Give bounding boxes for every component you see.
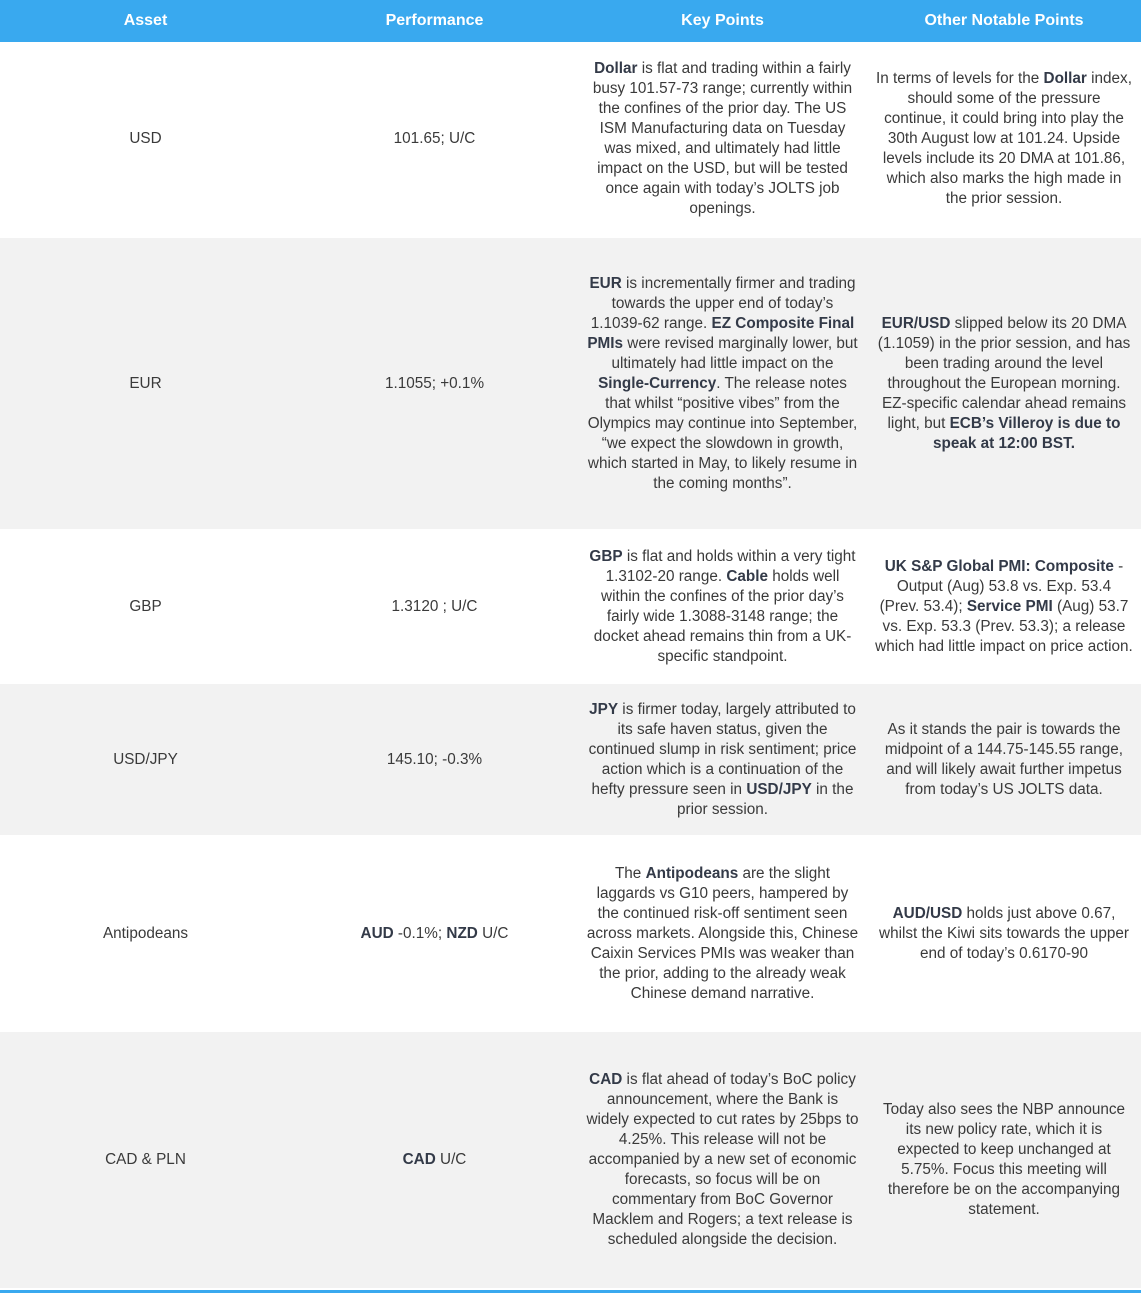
asset-cell: USD: [0, 42, 291, 237]
table-row: [0, 42, 1141, 237]
bold-text: AUD: [360, 924, 394, 942]
bold-text: EZ Composite Final PMIs: [587, 314, 855, 352]
header-asset: Asset: [0, 0, 291, 42]
text: 1.3120 ; U/C: [391, 597, 478, 615]
table-row: [0, 1031, 1141, 1289]
bold-text: JPY: [589, 700, 619, 718]
key-points-cell: [578, 237, 867, 530]
text: holds well within the confines of the prior day’s fairly wide 1.3088-3148 range; the docket ahead remains thin from a UK-specific standpoint.: [593, 567, 852, 665]
bold-text: Antipodeans: [645, 864, 739, 882]
performance-cell: [291, 42, 578, 237]
header-performance: Performance: [291, 0, 578, 42]
bold-text: AUD/USD: [892, 904, 963, 922]
text: is firmer today, largely attributed to its safe haven status, given the continued slump in risk sentiment; price action which is a continuation of the hefty pressure seen in: [588, 700, 857, 798]
text: . The release notes that whilst “positive vibes” from the Olympics may continue into September, “we expect the slowdown in growth, which started in May, to likely resume in the coming months”.: [587, 374, 858, 492]
bold-text: Single-Currency: [598, 374, 717, 392]
performance-cell: [291, 530, 578, 683]
text: holds just above 0.67, whilst the Kiwi sits towards the upper end of today’s 0.6170-90: [879, 904, 1129, 962]
performance-cell: [291, 1031, 578, 1289]
asset-cell: CAD & PLN: [0, 1031, 291, 1289]
text: The: [614, 864, 646, 882]
text: - Output (Aug) 53.8 vs. Exp. 53.4 (Prev. 53.4);: [879, 557, 1124, 615]
performance-cell: [291, 683, 578, 836]
table-row: [0, 237, 1141, 530]
text: U/C: [477, 924, 509, 942]
bold-text: Dollar: [594, 60, 638, 77]
text: U/C: [435, 1151, 467, 1168]
table-row: [0, 530, 1141, 683]
table-row: [0, 836, 1141, 1031]
text: 101.65; U/C: [393, 130, 476, 147]
table-row: [0, 683, 1141, 836]
bold-text: NZD: [446, 924, 478, 942]
asset-cell: Antipodeans: [0, 836, 291, 1031]
performance-cell: [291, 836, 578, 1031]
key-points-cell: [578, 42, 867, 237]
bold-text: UK S&P Global PMI: Composite: [884, 557, 1114, 575]
bold-text: Cable: [726, 567, 768, 585]
bold-text: EUR/USD: [881, 314, 951, 332]
key-points-cell: [578, 683, 867, 836]
text: were revised marginally lower, but ultimately had little impact on the: [611, 334, 858, 372]
other-points-cell: [867, 1031, 1141, 1289]
bold-text: CAD: [589, 1071, 623, 1088]
text: As it stands the pair is towards the midpoint of a 144.75-145.55 range, and will likely await further impetus from today’s US JOLTS data.: [884, 720, 1124, 798]
text: -0.1%;: [393, 924, 447, 942]
bold-text: USD/JPY: [746, 780, 812, 798]
text: is incrementally firmer and trading towards the upper end of today’s 1.1039-62 range.: [590, 274, 856, 332]
text: (Aug) 53.7 vs. Exp. 53.3 (Prev. 53.3); a release which had little impact on price action.: [875, 597, 1133, 655]
header-other-points: Other Notable Points: [867, 0, 1141, 42]
text: is flat and holds within a very tight 1.3102-20 range.: [605, 547, 856, 585]
header-key-points: Key Points: [578, 0, 867, 42]
text: are the slight laggards vs G10 peers, hampered by the continued risk-off sentiment seen across markets. Alongside this, Chinese Caixin Services PMIs was weaker than the prior, adding to the already weak Chinese demand narrative.: [586, 864, 859, 1002]
bold-text: GBP: [589, 547, 623, 565]
bold-text: Dollar: [1043, 70, 1087, 87]
text: in the prior session.: [677, 780, 854, 818]
text: slipped below its 20 DMA (1.1059) in the prior session, and has been trading around the level throughout the European morning. EZ-specific calendar ahead remains light, but: [877, 314, 1131, 432]
text: Today also sees the NBP announce its new policy rate, which it is expected to keep unchanged at 5.75%. Focus this meeting will therefore be on the accompanying statement.: [882, 1101, 1126, 1218]
text: is flat and trading within a fairly busy 101.57-73 range; currently within the confines of the prior day. The US ISM Manufacturing data on Tuesday was mixed, and ultimately had little impact on the USD, but will be tested once again with today’s JOLTS job openings.: [592, 60, 853, 217]
header-row: [0, 0, 1141, 42]
other-points-cell: [867, 530, 1141, 683]
other-points-cell: [867, 836, 1141, 1031]
asset-cell: USD/JPY: [0, 683, 291, 836]
bold-text: CAD: [402, 1151, 436, 1168]
bold-text: Service PMI: [966, 597, 1053, 615]
asset-cell: EUR: [0, 237, 291, 530]
key-points-cell: [578, 836, 867, 1031]
bold-text: EUR: [589, 274, 622, 292]
text: index, should some of the pressure continue, it could bring into play the 30th August low at 101.24. Upside levels include its 20 DMA at 101.86, which also marks the high made in the prior session.: [882, 70, 1132, 207]
performance-cell: [291, 237, 578, 530]
text: 1.1055; +0.1%: [384, 374, 485, 392]
key-points-cell: [578, 530, 867, 683]
other-points-cell: [867, 683, 1141, 836]
text: 145.10; -0.3%: [386, 750, 483, 768]
text: is flat ahead of today’s BoC policy announcement, where the Bank is widely expected to cut rates by 25bps to 4.25%. This release will not be accompanied by a new set of economic forecasts, so focus will be on commentary from BoC Governor Macklem and Rogers; a text release is scheduled alongside the decision.: [586, 1071, 859, 1248]
key-points-cell: [578, 1031, 867, 1289]
asset-cell: GBP: [0, 530, 291, 683]
other-points-cell: [867, 237, 1141, 530]
text: In terms of levels for the: [876, 70, 1044, 87]
other-points-cell: [867, 42, 1141, 237]
bold-text: ECB’s Villeroy is due to speak at 12:00 BST.: [933, 414, 1121, 452]
